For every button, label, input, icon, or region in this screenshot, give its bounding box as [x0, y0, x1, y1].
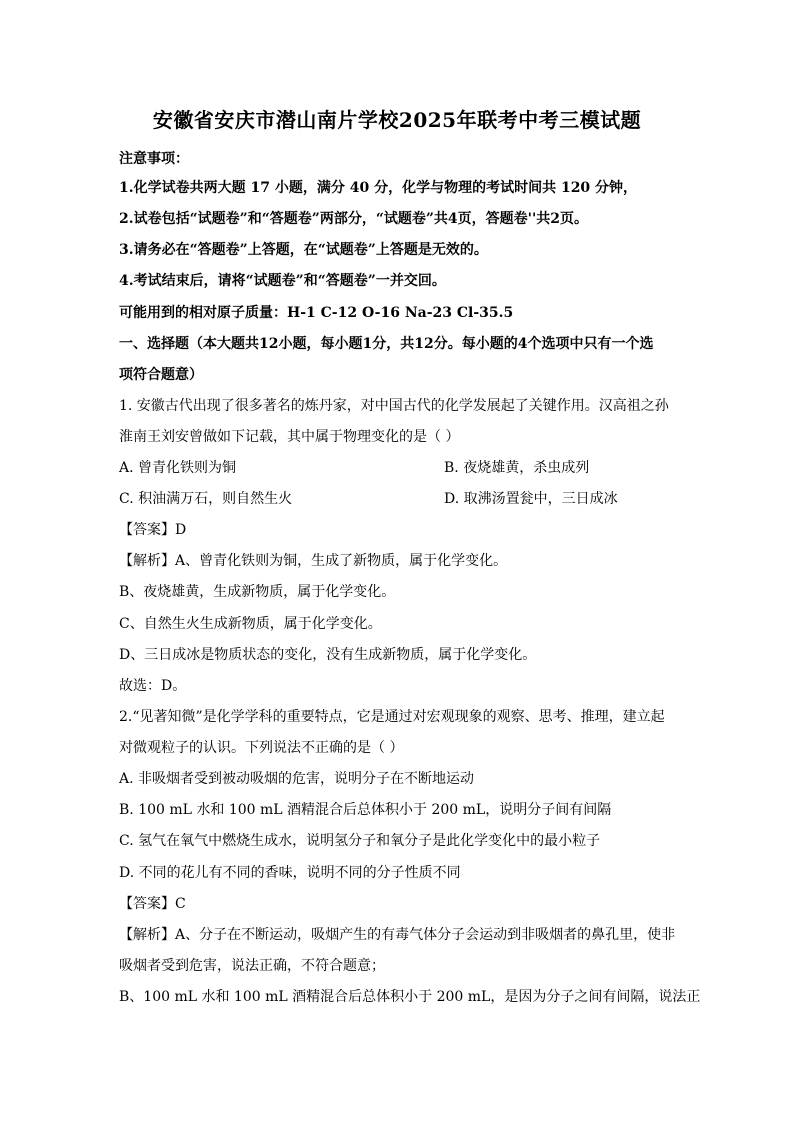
- q2-option-a: A. 非吸烟者受到被动吸烟的危害，说明分子在不断地运动: [119, 771, 475, 787]
- q1-analysis-3: C、自然生火生成新物质，属于化学变化。: [119, 616, 382, 632]
- q2-answer: 【答案】C: [119, 896, 186, 912]
- q2-analysis-1: 【解析】A、分子在不断运动，吸烟产生的有毒气体分子会运动到非吸烟者的鼻孔里，使非: [119, 927, 676, 943]
- page-title: 安徽省安庆市潜山南片学校2025年联考中考三模试题: [152, 108, 642, 132]
- q1-answer: 【答案】D: [119, 522, 187, 538]
- notice-item-4: 4.考试结束后，请将“试题卷”和“答题卷”一并交回。: [119, 273, 446, 289]
- atomic-mass-line: 可能用到的相对原子质量：H-1 C-12 O-16 Na-23 Cl-35.5: [119, 305, 514, 321]
- notice-heading: 注意事项：: [119, 151, 189, 167]
- q1-stem-cont: 淮南王刘安曾做如下记载，其中属于物理变化的是（ ）: [119, 429, 460, 445]
- q2-option-b: B. 100 mL 水和 100 mL 酒精混合后总体积小于 200 mL，说明分子间有间隔: [119, 802, 612, 818]
- section-heading-cont: 项符合题意）: [119, 367, 203, 383]
- q1-option-d: D. 取沸汤置瓮中，三日成冰: [444, 491, 618, 507]
- q2-analysis-2: 吸烟者受到危害，说法正确，不符合题意；: [119, 958, 385, 974]
- q1-analysis-4: D、三日成冰是物质状态的变化，没有生成新物质，属于化学变化。: [119, 647, 537, 663]
- q1-stem: 1. 安徽古代出现了很多著名的炼丹家，对中国古代的化学发展起了关键作用。汉高祖之孙: [119, 398, 669, 414]
- q2-stem-cont: 对微观粒子的认识。下列说法不正确的是（ ）: [119, 740, 404, 756]
- notice-item-1: 1.化学试卷共两大题 17 小题，满分 40 分，化学与物理的考试时间共 120 分钟，: [119, 180, 638, 196]
- q2-option-d: D. 不同的花儿有不同的香味，说明不同的分子性质不同: [119, 865, 461, 881]
- q1-analysis-2: B、夜烧雄黄，生成新物质，属于化学变化。: [119, 584, 396, 600]
- q2-option-c: C. 氢气在氧气中燃烧生成水，说明氢分子和氧分子是此化学变化中的最小粒子: [119, 833, 601, 849]
- q1-option-c: C. 积油满万石，则自然生火: [119, 491, 293, 507]
- q1-option-a: A. 曾青化铁则为铜: [119, 460, 237, 476]
- section-heading: 一、选择题（本大题共12小题，每小题1分，共12分。每小题的4个选项中只有一个选: [119, 336, 654, 352]
- q1-analysis-5: 故选：D。: [119, 678, 187, 694]
- q2-analysis-3: B、100 mL 水和 100 mL 酒精混合后总体积小于 200 mL，是因为分子之间有间隔，说法正: [119, 989, 701, 1005]
- notice-item-3: 3.请务必在“答题卷”上答题，在“试题卷”上答题是无效的。: [119, 242, 488, 258]
- q1-option-b: B. 夜烧雄黄，杀虫成列: [444, 460, 590, 476]
- q1-analysis-1: 【解析】A、曾青化铁则为铜，生成了新物质，属于化学变化。: [119, 553, 508, 569]
- q2-stem: 2.“见著知微”是化学学科的重要特点，它是通过对宏观现象的观察、思考、推理，建立起: [119, 709, 665, 725]
- notice-item-2: 2.试卷包括“试题卷”和“答题卷”两部分，“试题卷”共4页，答题卷''共2页。: [119, 211, 588, 227]
